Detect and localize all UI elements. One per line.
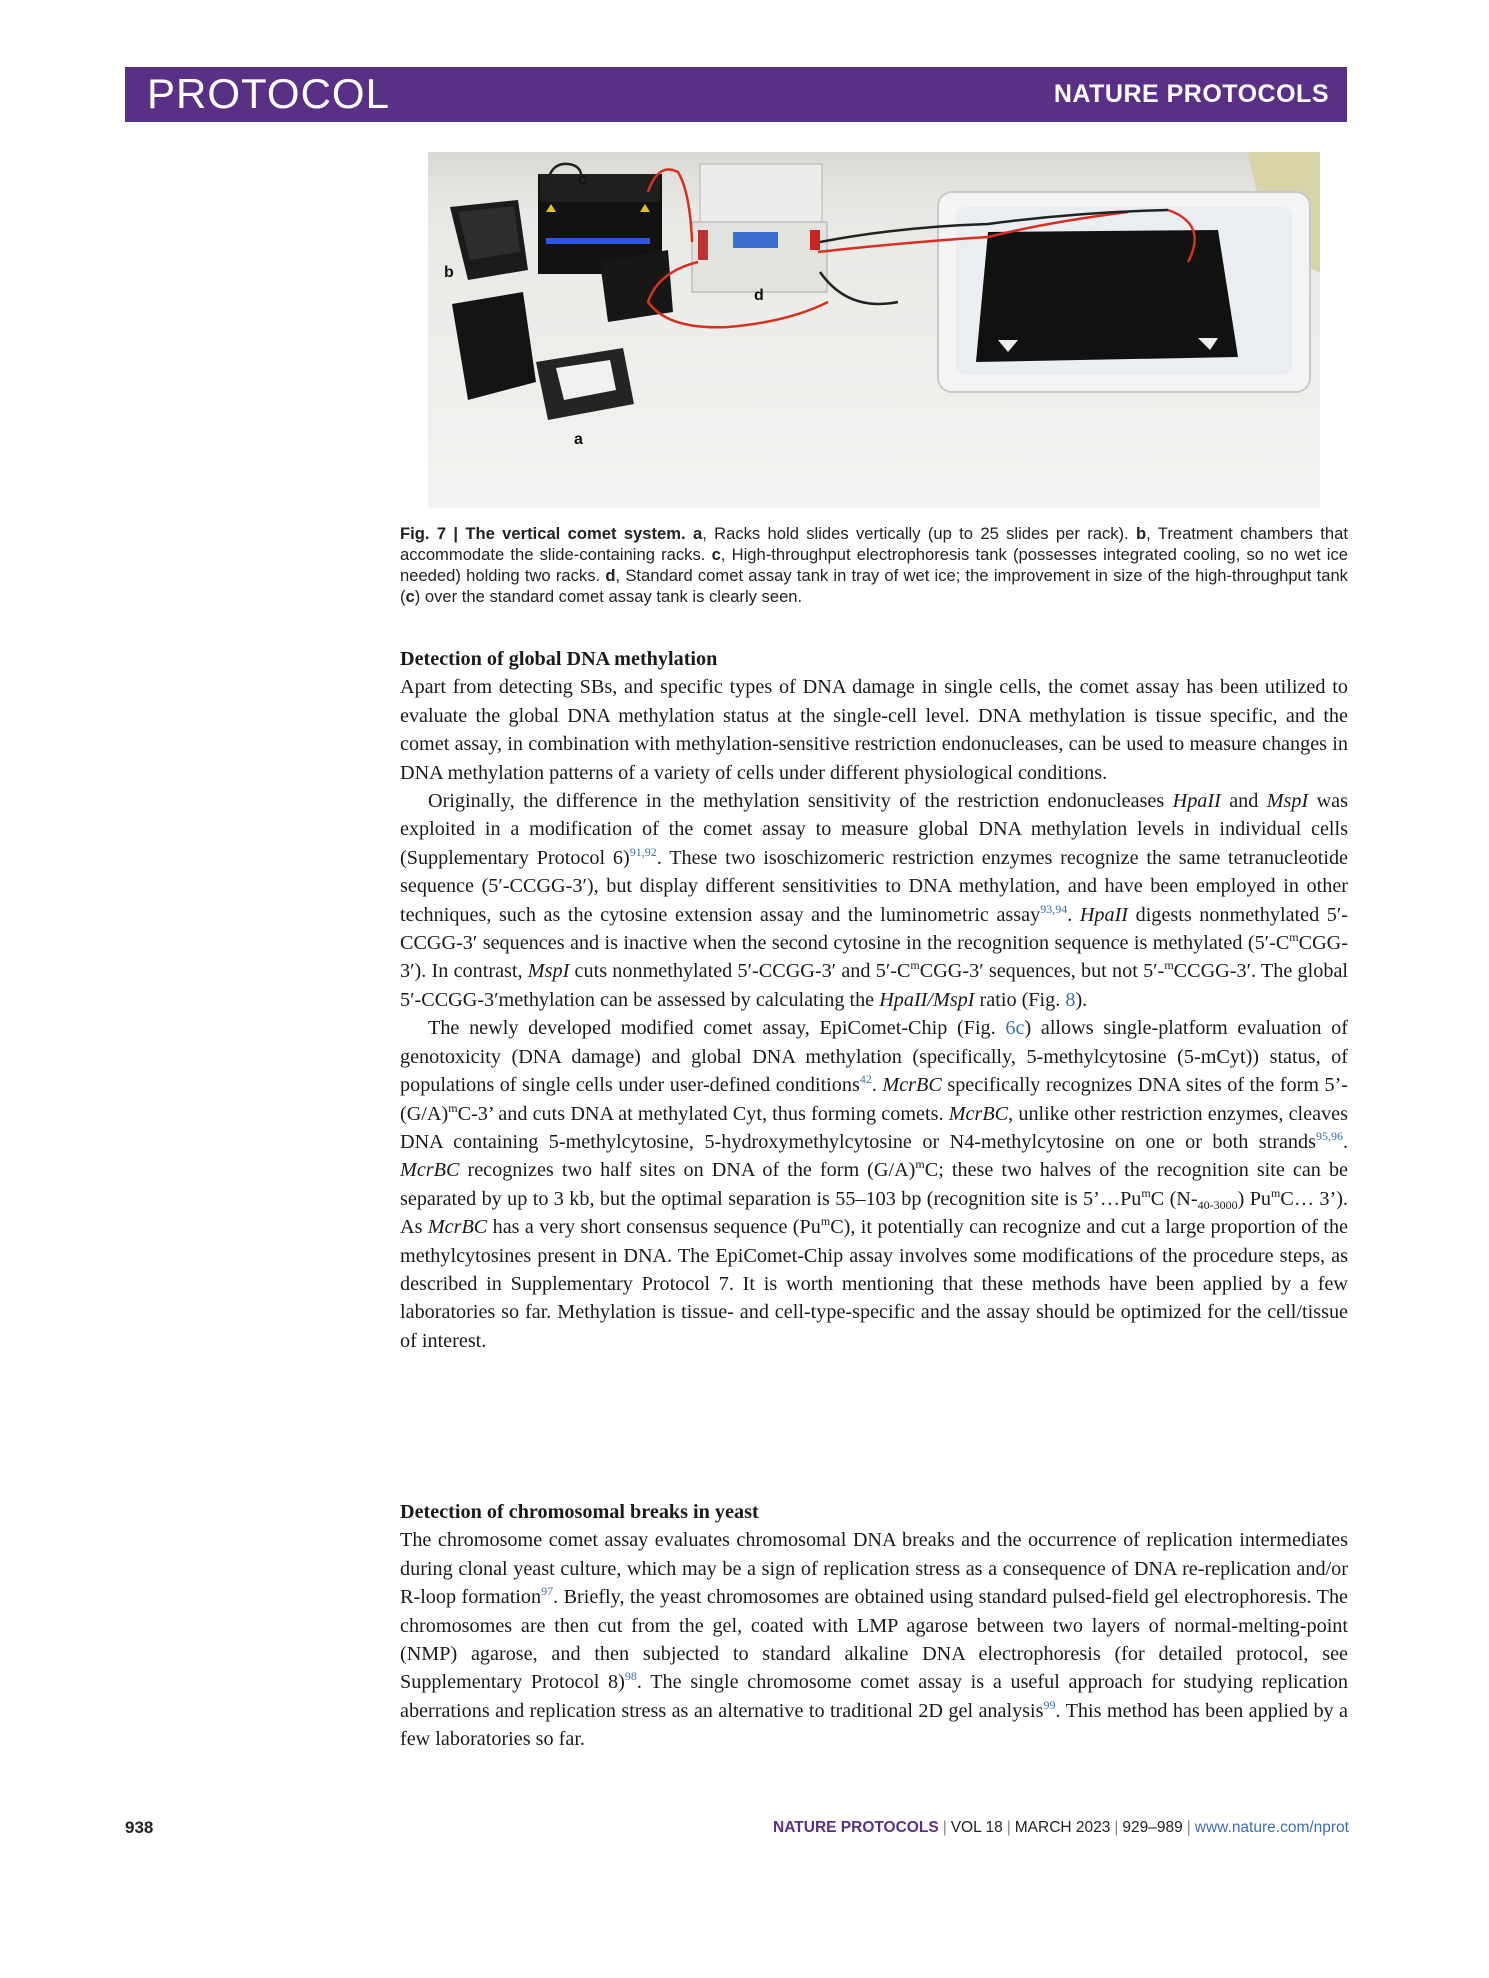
caption-d-text-end: ) over the standard comet assay tank is clearly seen. [414,587,803,606]
citation-link[interactable]: 99 [1043,1697,1056,1712]
section-heading: Detection of global DNA methylation [400,648,718,670]
footer-citation: NATURE PROTOCOLS | VOL 18 | MARCH 2023 | 929–989 | www.nature.com/nprot [773,1819,1349,1836]
section-global-methylation [400,645,1348,1355]
caption-c-label: c [711,545,721,564]
treatment-chamber-3 [600,250,673,322]
caption-b-text: , Treatment chambers that accommodate the slide-containing racks. [400,524,1348,564]
panel-label-c: c [578,171,587,188]
paragraph: Originally, the difference in the methylation sensitivity of the restriction endonucleases HpaII and MspI was exploited in a modification of the comet assay to measure global DNA methylation levels in individual cells (Supplementary Protocol 6)$^{91,92}$. These two isoschizomeric restriction enzymes recognize the same tetranucleotide sequence (5′-CCGG-3′), but display different sensitivities to DNA methylation, and have been employed in other techniques, such as the cytosine extension assay and the luminometric assay$^{93,94}$. HpaII digests nonmethylated 5′-CCGG-3′ sequences and is inactive when the second cytosine in the recognition sequence is methylated $(5'-C^mCGG-3')$. In contrast, MspI cuts nonmethylated 5′-CCGG-3′ and $5'-C^mCGG-3'$ sequences, but not 5′-$^m$CCGG-3′. The global 5′-CCGG-3′methylation can be assessed by calculating the HpaII/MspI ratio (Fig. 8). [400,790,1349,1011]
page-number: 938 [125,1818,154,1837]
footer-date: MARCH 2023 [1014,1819,1111,1836]
journal-name: NATURE PROTOCOLS [1053,80,1329,108]
panel-label-b: b [444,264,454,281]
section-label: PROTOCOL [147,70,390,117]
caption-a-text: , Racks hold slides vertically (up to 25 slides per rack). [702,524,1129,543]
citation-link[interactable]: 97 [541,1584,554,1599]
section-heading: Detection of chromosomal breaks in yeast [400,1501,759,1523]
figure-7-photo [428,152,1320,508]
figure-link[interactable]: 8 [1065,988,1076,1011]
caption-a-label: a [692,524,703,543]
caption-d-ref: c [405,587,415,606]
caption-d-label: d [605,566,616,585]
caption-c-text: , High-throughput electrophoresis tank (possesses integrated cooling, so no wet ice needed) holding two racks. [400,545,1348,585]
header-bar [125,67,1347,122]
footer-url-link[interactable]: www.nature.com/nprot [1194,1819,1349,1836]
caption-title: Fig. 7 | The vertical comet system. [400,524,686,543]
footer-pages: 929–989 [1122,1819,1183,1836]
citation-link[interactable]: 42 [859,1072,872,1087]
caption-b-label: b [1136,524,1147,543]
panel-label-a: a [574,431,583,448]
caption-d-text: , Standard comet assay tank in tray of wet ice; the improvement in size of the high-throughput tank ( [400,566,1348,606]
paragraph: The chromosome comet assay evaluates chromosomal DNA breaks and the occurrence of replication intermediates during clonal yeast culture, which may be a sign of replication stress as a consequence of DNA re-replication and/or R-loop formation$^{97}$. Briefly, the yeast chromosomes are obtained using standard pulsed-field gel electrophoresis. The chromosomes are then cut from the gel, coated with LMP agarose between two layers of normal-melting-point (NMP) agarose, and then subjected to standard alkaline DNA electrophoresis (for detailed protocol, see Supplementary Protocol 8)$^{98}$. The single chromosome comet assay is a useful approach for studying replication aberrations and replication stress as an alternative to traditional 2D gel analysis$^{99}$. This method has been applied by a few laboratories so far. [400,1529,1348,1751]
paragraph: The newly developed modified comet assay, EpiComet-Chip (Fig. 6c) allows single-platform evaluation of genotoxicity (DNA damage) and global DNA methylation (specifically, 5-methylcytosine (5-mCyt)) status, of populations of single cells under user-defined conditions$^{42}$. McrBC specifically recognizes DNA sites of the form 5’- $(G/A)^mC-3$’ and cuts DNA at methylated Cyt, thus forming comets. McrBC, unlike other restriction enzymes, cleaves DNA containing 5-methylcytosine, 5-hydroxymethylcytosine or N4-methylcytosine on one or both strands$^{95,96}$. McrBC recognizes two half sites on DNA of the form $(G/A)^mC$; these two halves of the recognition site can be separated by up to 3 kb, but the optimal separation is 55–103 bp (recognition site is 5’…Pu$^m$C $(N-_{40-3000})$ Pu$^m$C… 3’). As McrBC has a very short consensus sequence (Pu$^m$C), it potentially can recognize and cut a large proportion of the methylcytosines present in DNA. The EpiComet-Chip assay involves some modifications of the procedure steps, as described in Supplementary Protocol 7. It is worth mentioning that these methods have been applied by a few laboratories so far. Methylation is tissue- and cell-type-specific and the assay should be optimized for the cell/tissue of interest. [400,1017,1349,1352]
footer-journal: NATURE PROTOCOLS [773,1819,939,1836]
paragraph: Apart from detecting SBs, and specific types of DNA damage in single cells, the comet assay has been utilized to evaluate the global DNA methylation status at the single-cell level. DNA methylation is tissue specific, and the comet assay, in combination with methylation-sensitive restriction endonucleases, can be used to measure changes in DNA methylation patterns of a variety of cells under different physiological conditions. [400,676,1348,784]
citation-link[interactable]: 91,92 [629,844,657,859]
figure-link[interactable]: 6c [1005,1017,1025,1040]
citation-link[interactable]: 93,94 [1040,901,1068,916]
panel-label-d: d [754,287,764,304]
footer-volume: VOL 18 [950,1819,1003,1836]
section-chromosomal-breaks [400,1498,1348,1754]
figure-caption [400,523,1348,607]
citation-link[interactable]: 98 [624,1669,637,1684]
citation-link[interactable]: 95,96 [1315,1128,1343,1143]
